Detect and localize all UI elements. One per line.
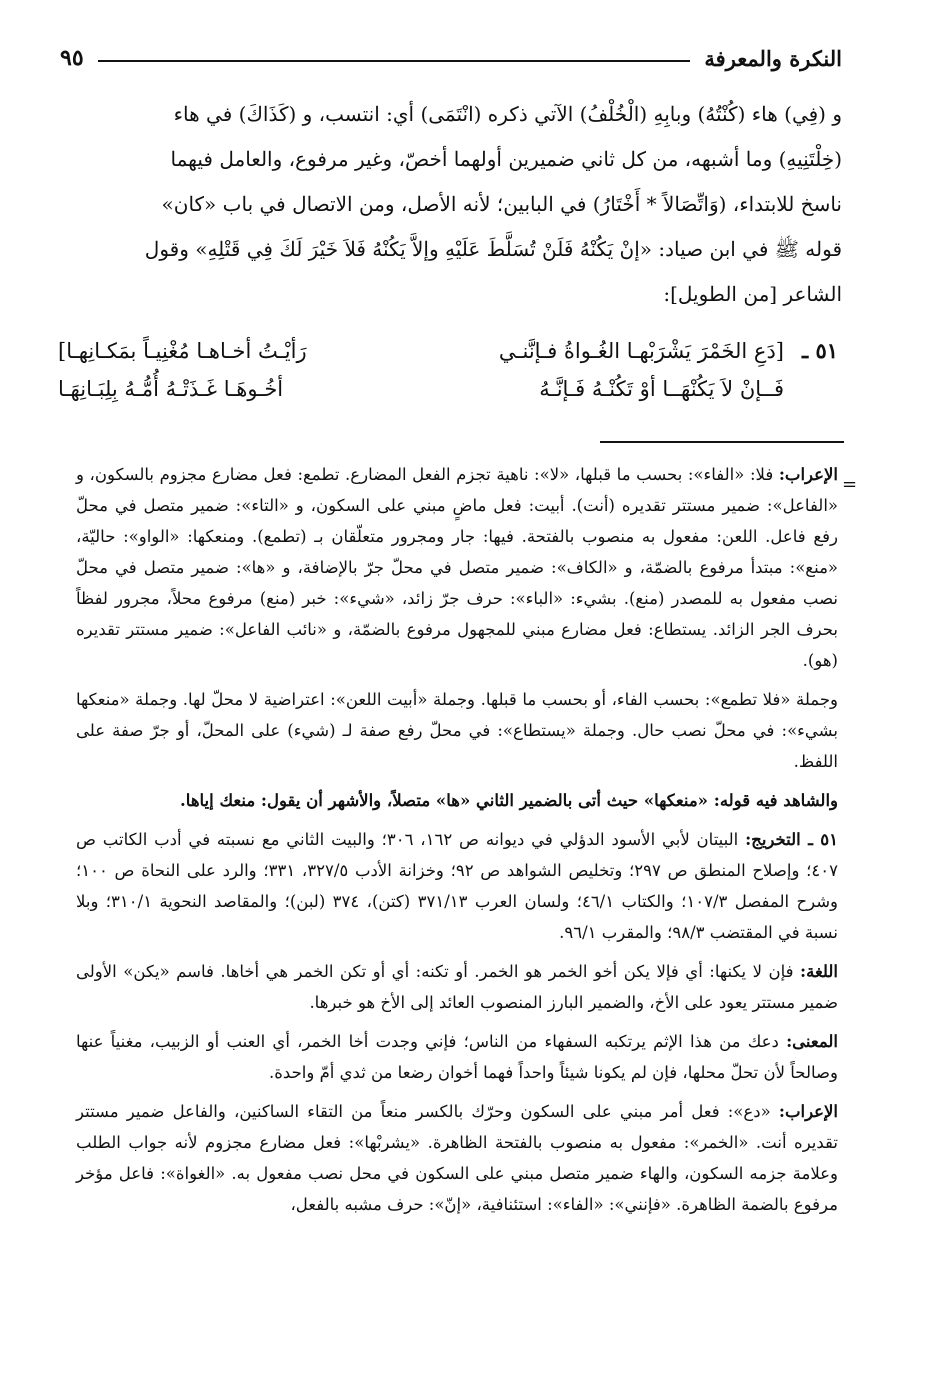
note-text: البيتان لأبي الأسود الدؤلي في ديوانه ص ١٦٢، ٣٠٦؛ والبيت الثاني مع نسبته في أدب الكاتب ص ٤٠٧؛ وإصلاح المنطق ص ٢٩٧؛ وتخليص الشواهد ص ٩٢؛ وخزانة الأدب ٣٢٧/٥، ٣٣١؛ والرد على النحاة ص ١٠٠؛ وشرح المفصل ١٠٧/٣؛ والكتاب ٤٦/١؛ ولسان العرب ٣٧١/١٣ (كتن)، ٣٧٤ (لبن)؛ والمقاصد النحوية ٣١٠/١؛ وبلا نسبة في المقتضب ٩٨/٣؛ والمقرب ٩٦/١. [76, 830, 838, 942]
main-line-5: الشاعر [من الطويل]: [663, 282, 842, 306]
chapter-title: النكرة والمعرفة [704, 45, 842, 71]
note-label: اللغة: [800, 962, 838, 981]
note-label: الإعراب: [778, 1102, 839, 1121]
note-lugha [76, 956, 838, 1018]
verse-2-first-hemistich: فَــإنْ لاَ يَكُنْهَــا أوْ تَكُنْـهُ فَـإنَّـهُ [539, 377, 784, 401]
note-text: فلا: «الفاء»: بحسب ما قبلها، «لا»: ناهية تجزم الفعل المضارع. تطمع: فعل مضارع مجزوم بالسكون، و «الفاعل»: ضمير مستتر تقديره (أنت). أبيت: فعل ماضٍ مبني على السكون، و «التاء»: ضمير متصل في محلّ رفع فاعل. اللعن: مفعول به منصوب بالفتحة. فيها: جار ومجرور متعلّقان بـ (تطمع). ومنعكها: «الواو»: حاليّة، «منع»: مبتدأ مرفوع بالضمّة، و «الكاف»: ضمير متصل في محلّ جرّ بالإضافة، و «ها»: ضمير متصل في محلّ نصب مفعول به للمصدر (منع). بشيء: «الباء»: حرف جرّ زائد، «شيء»: خبر (منع) مرفوع محلاً، مجرور لفظاً بحرف الجر الزائد. يستطاع: فعل مضارع مبني للمجهول مرفوع بالضمّة، و «نائب الفاعل»: ضمير مستتر تقديره (هو). [76, 465, 838, 670]
note-i3rab-2 [76, 1096, 838, 1220]
verse-2-second-hemistich: أخُـوهَـا غَـذَتْـهُ أُمُّـهُ بِلِبَـانِهَـا [58, 377, 284, 401]
note-text: دعك من هذا الإثم يرتكبه السفهاء من الناس؛ فإني وجدت أخا الخمر، أي العنب أو الزبيب، مغنياً عنها وصالحاً لأن تحلّ محلها، فإن لم يكونا شيئاً واحداً فهما أخوان رضعا من ثدي أمّ واحدة. [76, 1032, 838, 1082]
page-header [60, 38, 842, 78]
note-text: «دع»: فعل أمر مبني على السكون وحرّك بالكسر منعاً من التقاء الساكنين، والفاعل ضمير مستتر تقديره أنت. «الخمر»: مفعول به منصوب بالفتحة الظاهرة. «يشربْها»: فعل مضارع مجزوم لأنه جواب الطلب وعلامة جزمه السكون، والهاء ضمير متصل مبني على السكون في محل نصب مفعول به. «الغواة»: فاعل مؤخر مرفوع بالضمة الظاهرة. «فإنني»: «الفاء»: استئنافية، «إنّ»: حرف مشبه بالفعل، [76, 1102, 838, 1214]
main-line-4: قوله ﷺ في ابن صياد: «إنْ يَكُنْهُ فَلَنْ تُسَلَّطَ عَلَيْهِ وإلاَّ يَكُنْهُ فَلاَ خَيْرَ لَكَ فِي قَتْلِهِ» وقول [144, 237, 842, 261]
main-text [74, 92, 842, 317]
verse-number: ٥١ ـ [801, 338, 838, 363]
poem-verses [58, 332, 838, 408]
note-label: الإعراب: [778, 465, 838, 484]
note-text: فإن لا يكنها: أي فإلا يكن أخو الخمر هو الخمر. أو تكنه: أي أو تكن الخمر هي أخاها. فاسم «يكن» الأولى ضمير مستتر يعود على الأخ، والضمير البارز المنصوب العائد إلى الأخ هو خبرها. [76, 962, 838, 1012]
note-i3rab [76, 459, 838, 676]
footnote-separator [600, 441, 844, 443]
note-takhrij [76, 824, 838, 948]
note-jumal: وجملة «فلا تطمع»: بحسب الفاء، أو بحسب ما قبلها. وجملة «أبيت اللعن»: اعتراضية لا محلّ لها. وجملة «منعكها بشيء»: في محلّ نصب حال. وجملة «يستطاع»: في محلّ رفع صفة لـ (شيء) على المحلّ، أو جرّ صفة على اللفظ. [76, 690, 838, 771]
footnotes [76, 459, 838, 1228]
note-label: المعنى: [786, 1032, 838, 1051]
header-rule [98, 60, 691, 62]
verse-1-first-hemistich: [دَعِ الخَمْرَ يَشْرَبْهـا الغُـواةُ فـإنَّنـي [498, 339, 784, 363]
note-mana [76, 1026, 838, 1088]
footnote-continuation-mark: = [842, 474, 858, 495]
verse-1-second-hemistich: رَأيْـتُ أخـاهـا مُغْنِيـاً بمَكـانِهـا] [58, 339, 307, 363]
verse-row-2 [58, 370, 838, 408]
main-line-1: و (فِي) هاء (كُنْتُهُ) وبابِهِ (الْخُلْفُ) الآتي ذكره (انْتَمَى) أي: انتسب، و (كَذَاكَ) في هاء [173, 102, 842, 126]
main-line-3: ناسخ للابتداء، (وَاتِّصَالاً * أَخْتَارُ) في البابين؛ لأنه الأصل، ومن الاتصال في باب «كان» [161, 192, 842, 216]
page-number: ٩٥ [60, 45, 84, 71]
verse-row-1 [58, 332, 838, 370]
main-line-2: (خِلْتَنِيهِ) وما أشبهه، من كل ثاني ضميرين أولهما أخصّ، وغير مرفوع، والعامل فيهما [170, 147, 842, 171]
note-label: ٥١ ـ التخريج: [745, 830, 838, 849]
note-shahid: والشاهد فيه قوله: «منعكها» حيث أتى بالضمير الثاني «ها» متصلاً، والأشهر أن يقول: منعك إياها. [180, 791, 838, 810]
